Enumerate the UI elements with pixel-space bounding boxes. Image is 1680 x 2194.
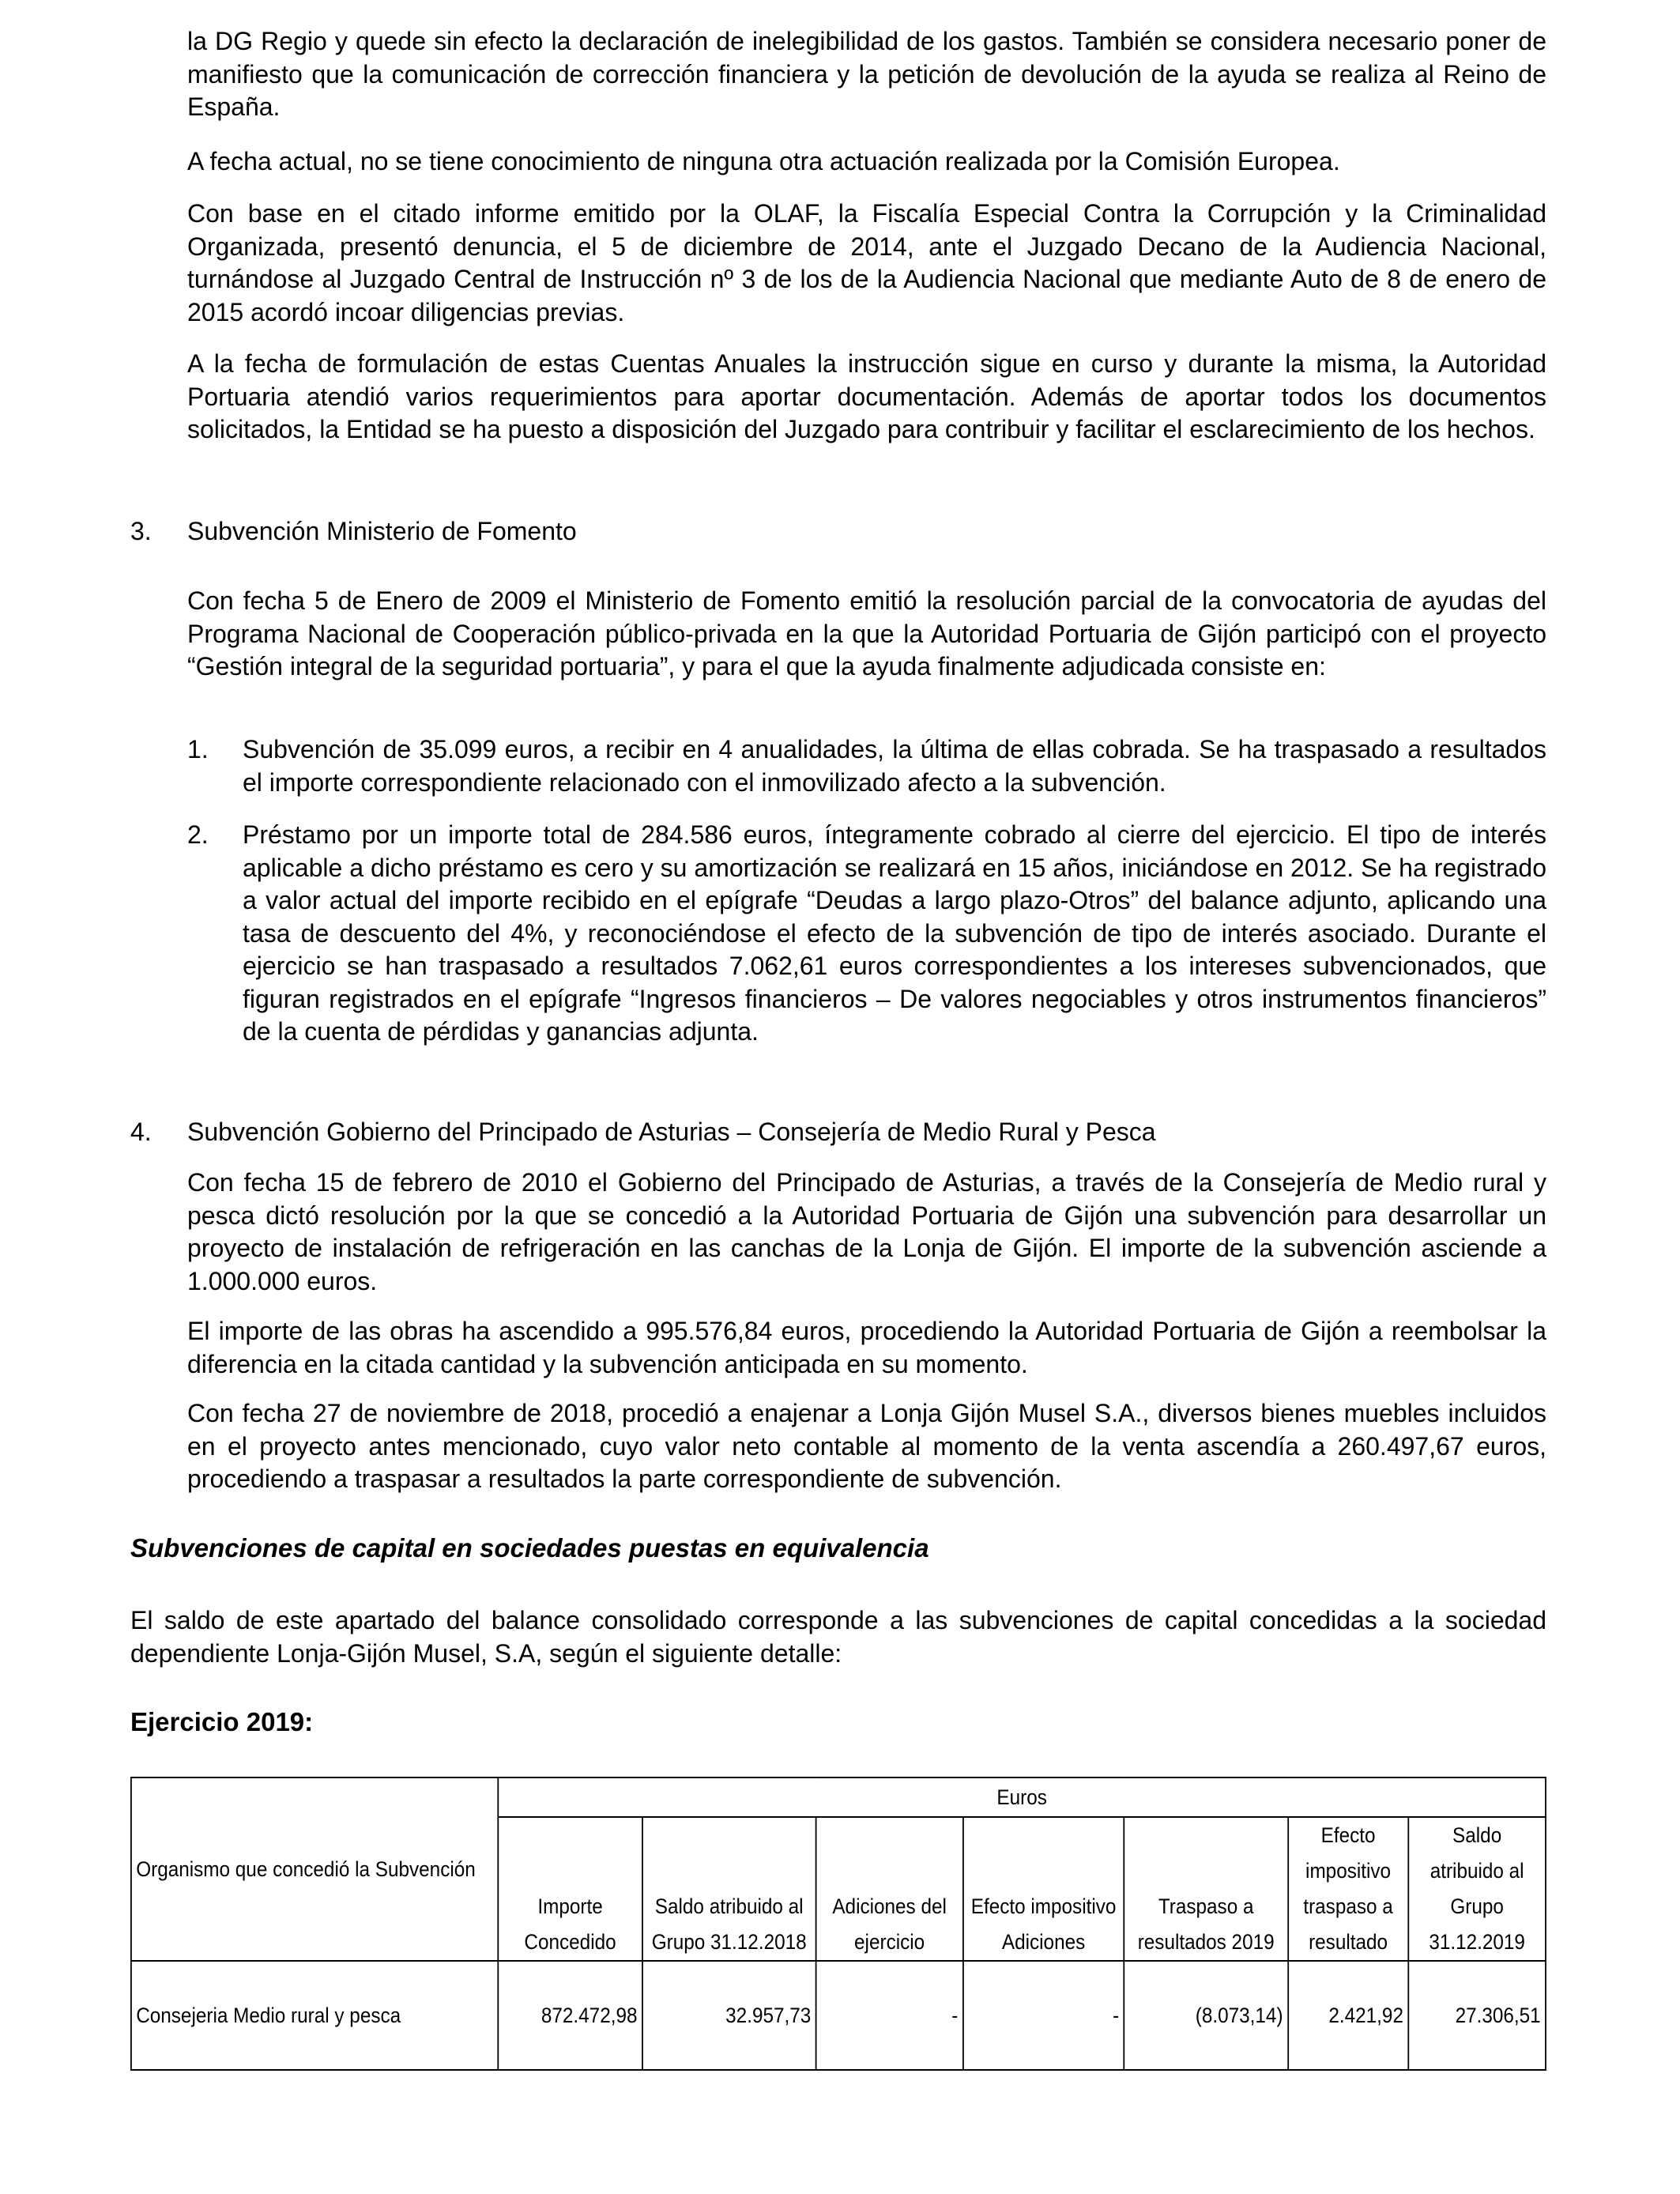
column-header-saldo-2018: Saldo atribuido al Grupo 31.12.2018 [642, 1817, 816, 1961]
paragraph-comision-europea: A fecha actual, no se tiene conocimiento de ninguna otra actuación realizada por la Comisión Europea. [187, 147, 1340, 175]
heading-equivalencia: Subvenciones de capital en sociedades puestas en equivalencia [130, 1533, 929, 1563]
table-cell: (8.073,14) [1124, 1961, 1287, 2070]
list-item-prestamo: Préstamo por un importe total de 284.586 euros, íntegramente cobrado al cierre del ejercicio. El tipo de interés aplicable a dicho préstamo es cero y su amortización se realizará en 15 años, iniciándose en 2012. Se ha registrado a valor actual del importe recibido en el epígrafe “Deudas a largo plazo-Otros” del balance adjunto, aplicando una tasa de descuento del 4%, y reconociéndose el efecto de la subvención de tipo de interés asociado. Durante el ejercicio se han traspasado a resultados 7.062,61 euros correspondientes a los intereses subvencionados, que figuran registrados en el epígrafe “Ingresos financieros – De valores negociables y otros instrumentos financieros” de la cuenta de pérdidas y ganancias adjunta. [243, 820, 1546, 1046]
table-cell: Consejeria Medio rural y pesca [131, 1961, 498, 2070]
section-4-number: 4. [130, 1118, 152, 1146]
table-cell: 872.472,98 [498, 1961, 642, 2070]
table-cell: 32.957,73 [642, 1961, 816, 2070]
section-3-intro: Con fecha 5 de Enero de 2009 el Ministerio de Fomento emitió la resolución parcial de la convocatoria de ayudas del Programa Nacional de Cooperación público-privada en la que la Autoridad Portuaria de Gijón participó con el proyecto “Gestión integral de la seguridad portuaria”, y para el que la ayuda finalmente adjudicada consiste en: [187, 586, 1546, 680]
column-header-saldo-2019: Saldo atribuido al Grupo 31.12.2019 [1408, 1817, 1546, 1961]
paragraph-instruccion: A la fecha de formulación de estas Cuentas Anuales la instrucción sigue en curso y durante la misma, la Autoridad Portuaria atendió varios requerimientos para aportar documentación. Además de aportar todos los documentos solicitados, la Entidad se ha puesto a disposición del Juzgado para contribuir y facilitar el esclarecimiento de los hechos. [187, 349, 1546, 443]
section-4-paragraph-obras: El importe de las obras ha ascendido a 995.576,84 euros, procediendo la Autoridad Portuaria de Gijón a reembolsar la diferencia en la citada cantidad y la subvención anticipada en su momento. [187, 1317, 1546, 1378]
column-header-adiciones: Adiciones del ejercicio [816, 1817, 963, 1961]
section-3-title: Subvención Ministerio de Fomento [187, 517, 577, 545]
list-item-number: 1. [187, 735, 209, 763]
section-3-number: 3. [130, 517, 152, 545]
section-4-paragraph-enajenacion: Con fecha 27 de noviembre de 2018, procedió a enajenar a Lonja Gijón Musel S.A., diversos bienes muebles incluidos en el proyecto antes mencionado, cuyo valor neto contable al momento de la venta ascendía a 260.497,67 euros, procediendo a traspasar a resultados la parte correspondiente de subvención. [187, 1399, 1546, 1493]
table-row [131, 1961, 1546, 2070]
column-header-organismo: Organismo que concedió la Subvención [131, 1777, 498, 1961]
table-cell: 27.306,51 [1408, 1961, 1546, 2070]
paragraph-dg-regio: la DG Regio y quede sin efecto la declaración de inelegibilidad de los gastos. También se considera necesario poner de manifiesto que la comunicación de corrección financiera y la petición de devolución de la ayuda se realiza al Reino de España. [187, 27, 1546, 121]
column-header-efecto-traspaso: Efecto impositivo traspaso a resultado [1288, 1817, 1408, 1961]
table-group-header: Euros [498, 1777, 1546, 1817]
table-cell: - [816, 1961, 963, 2070]
subvenciones-table [130, 1777, 1546, 2071]
paragraph-saldo-consolidado: El saldo de este apartado del balance consolidado corresponde a las subvenciones de capital concedidas a la sociedad dependiente Lonja-Gijón Musel, S.A, según el siguiente detalle: [130, 1606, 1546, 1668]
section-4-paragraph-resolucion: Con fecha 15 de febrero de 2010 el Gobierno del Principado de Asturias, a través de la Consejería de Medio rural y pesca dictó resolución por la que se concedió a la Autoridad Portuaria de Gijón una subvención para desarrollar un proyecto de instalación de refrigeración en las canchas de la Lonja de Gijón. El importe de la subvención asciende a 1.000.000 euros. [187, 1168, 1546, 1295]
list-item-number: 2. [187, 820, 209, 849]
heading-ejercicio: Ejercicio 2019: [130, 1707, 314, 1736]
table-cell: - [963, 1961, 1124, 2070]
column-header-traspaso: Traspaso a resultados 2019 [1124, 1817, 1287, 1961]
column-header-importe: Importe Concedido [498, 1817, 642, 1961]
section-4-title: Subvención Gobierno del Principado de Asturias – Consejería de Medio Rural y Pesca [187, 1118, 1156, 1146]
table-cell: 2.421,92 [1288, 1961, 1408, 2070]
column-header-efecto-adiciones: Efecto impositivo Adiciones [963, 1817, 1124, 1961]
list-item-subvencion: Subvención de 35.099 euros, a recibir en 4 anualidades, la última de ellas cobrada. Se ha traspasado a resultados el importe correspondiente relacionado con el inmovilizado afecto a la subvención. [243, 735, 1546, 797]
paragraph-denuncia: Con base en el citado informe emitido por la OLAF, la Fiscalía Especial Contra la Corrupción y la Criminalidad Organizada, presentó denuncia, el 5 de diciembre de 2014, ante el Juzgado Decano de la Audiencia Nacional, turnándose al Juzgado Central de Instrucción nº 3 de los de la Audiencia Nacional que mediante Auto de 8 de enero de 2015 acordó incoar diligencias previas. [187, 199, 1546, 326]
